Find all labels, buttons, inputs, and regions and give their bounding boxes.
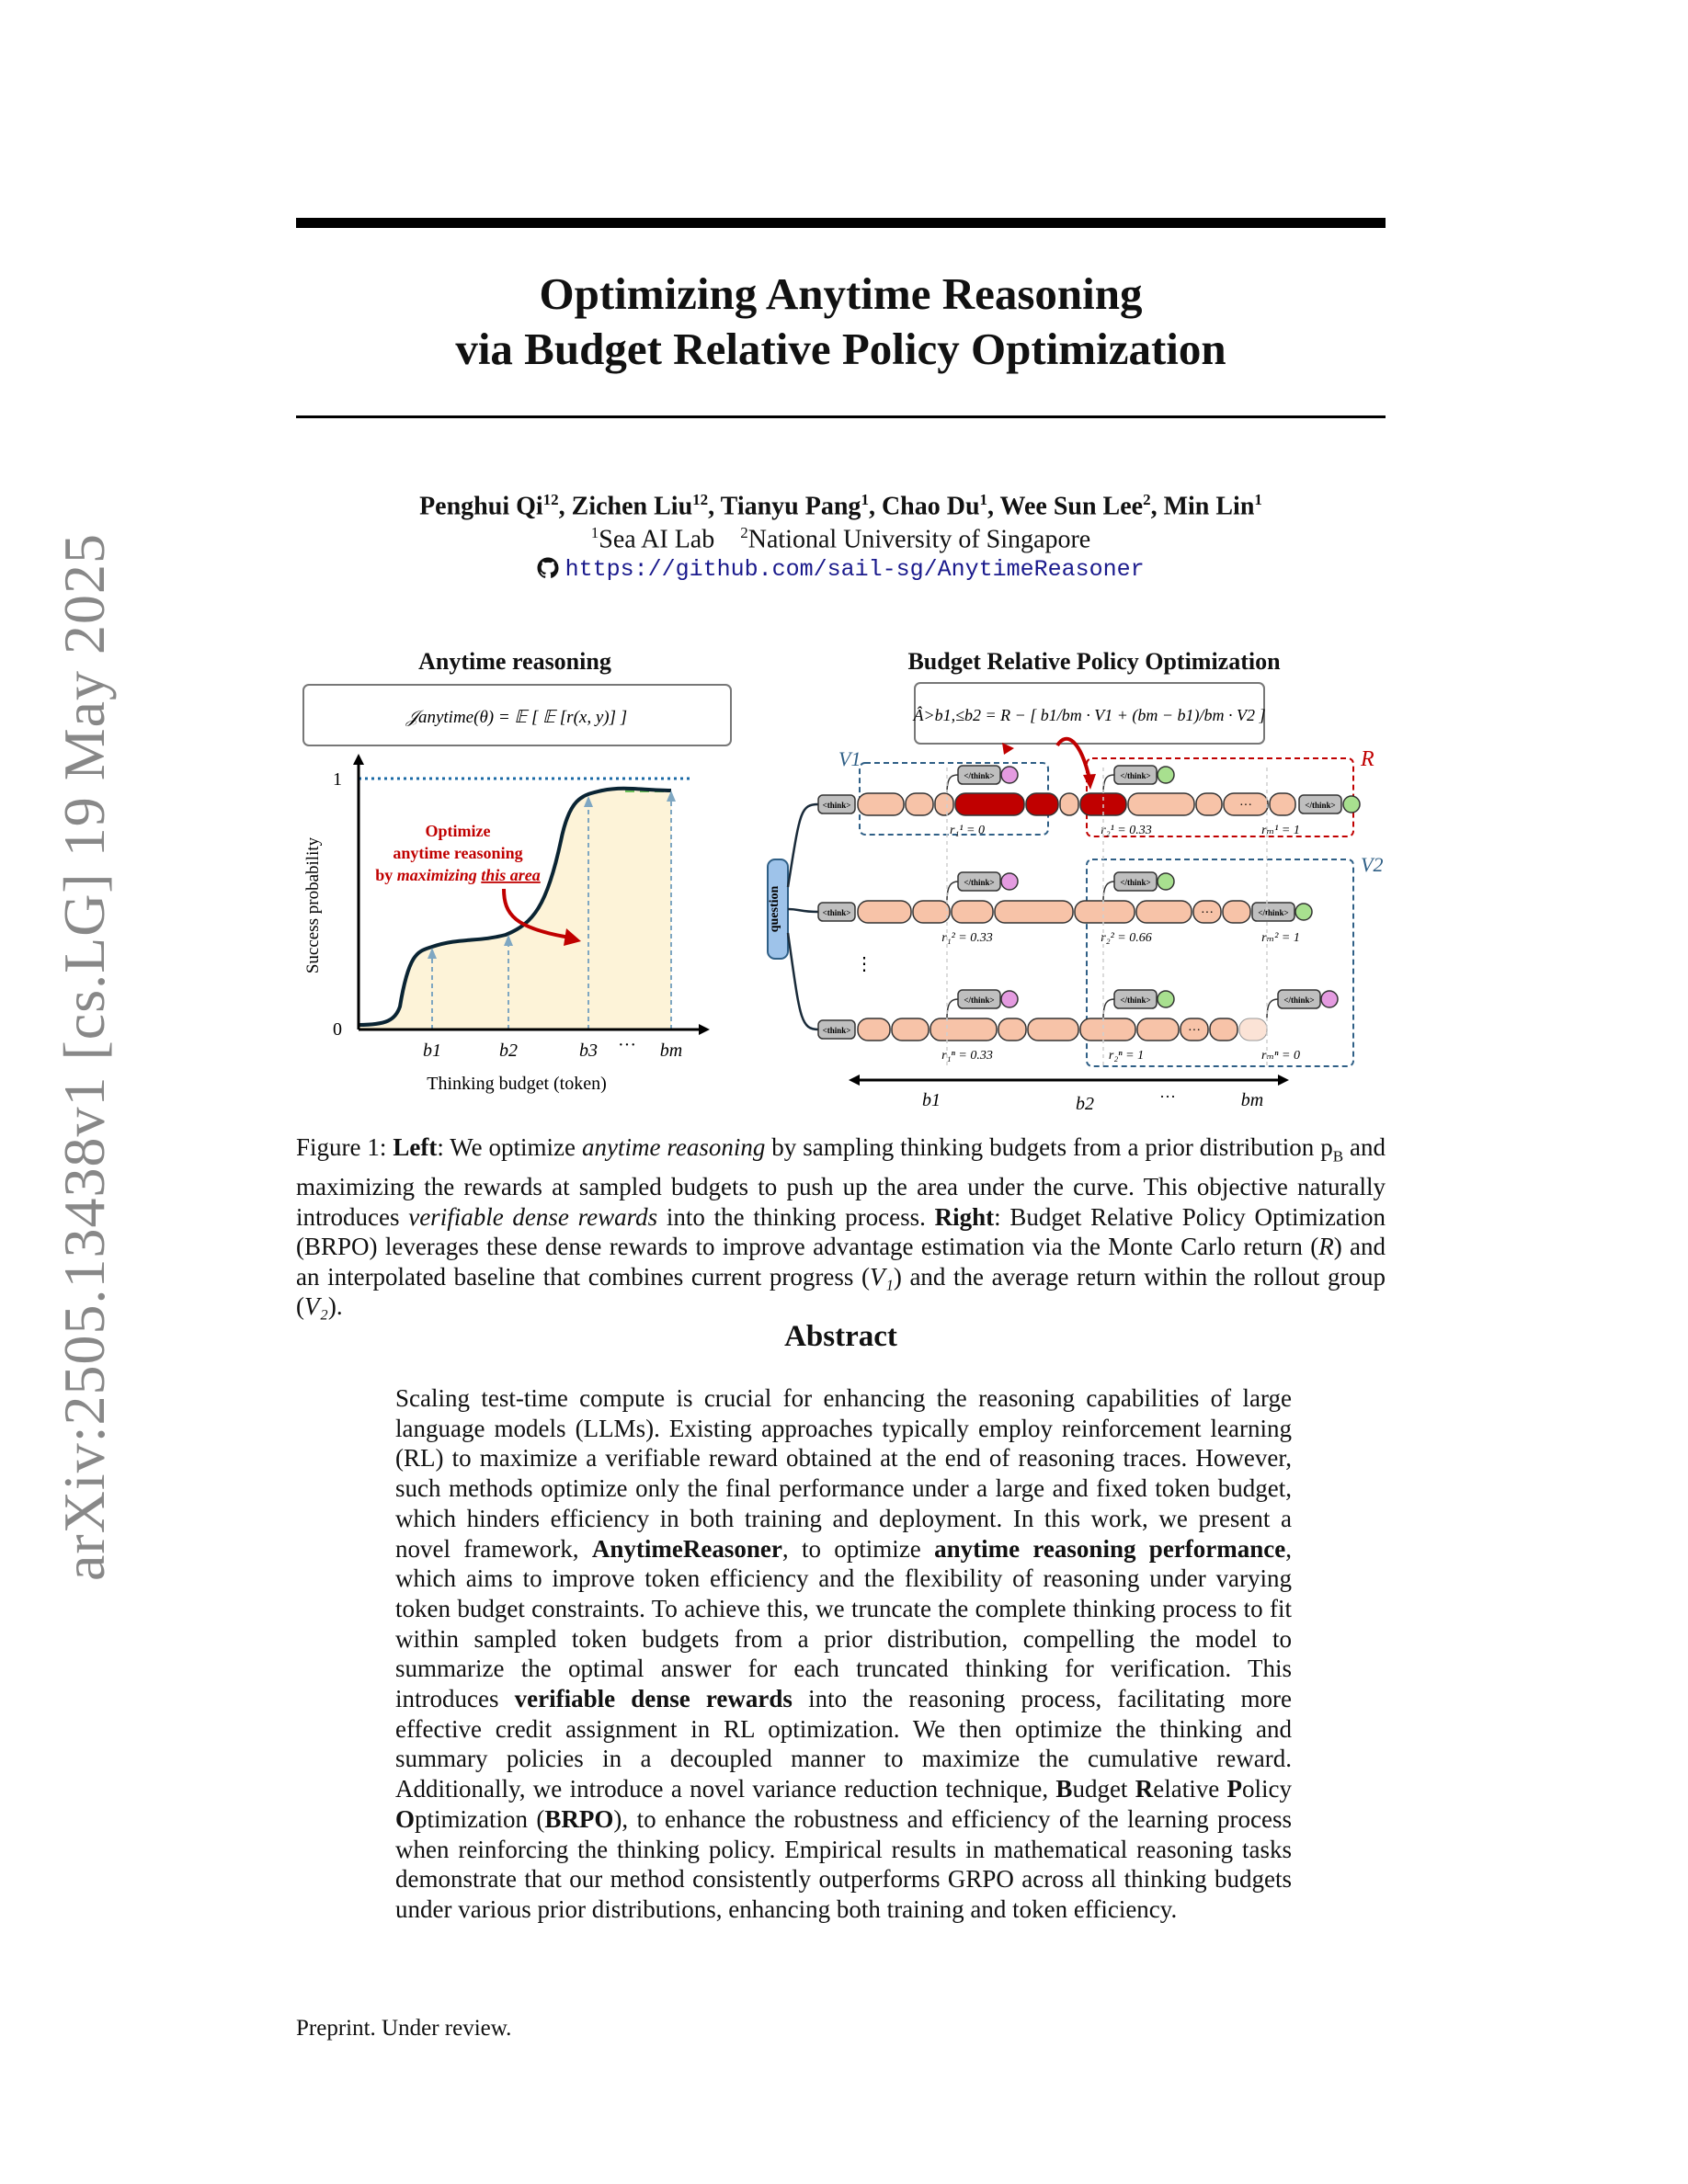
thinking-segment-highlighted <box>1026 793 1058 815</box>
thinking-segment <box>1137 1018 1179 1041</box>
close-think-tag-label: </think> <box>964 995 995 1005</box>
abstract-body <box>395 1383 1292 1925</box>
summary-branch <box>947 775 958 793</box>
reward-token <box>1001 873 1018 890</box>
budget-tick-label: ··· <box>1159 1087 1176 1106</box>
label-v2: V2 <box>1361 853 1384 876</box>
reward-token <box>1001 991 1018 1007</box>
think-tag-label: <think> <box>822 908 851 917</box>
x-tick-label: b2 <box>499 1041 518 1061</box>
author-sup: 2 <box>1143 491 1151 508</box>
author: Wee Sun Lee <box>999 492 1144 521</box>
caption-sub: B <box>1332 1147 1344 1166</box>
author-sup: 12 <box>692 491 709 508</box>
affil-sup: 1 <box>590 524 599 541</box>
reward-label: rₘ² = 1 <box>1261 931 1300 945</box>
abstract-emph: BRPO <box>544 1804 614 1833</box>
formula-arrowhead <box>1083 774 1096 790</box>
y-axis-label: Success probability <box>303 836 323 974</box>
reward-label: r₁² = 0.33 <box>941 931 993 945</box>
summary-branch <box>1267 999 1278 1018</box>
caption-text: : Budget Relative Policy Optimization (BRPO) leverages these dense rewards to improve advantage estimation via the Monte Carlo return ( <box>296 1202 1386 1261</box>
author: Min Lin <box>1163 492 1255 521</box>
author: Chao Du <box>881 492 980 521</box>
author: Zichen Liu <box>571 492 693 521</box>
thinking-segment <box>858 1018 890 1041</box>
caption-label: Figure 1: <box>296 1133 393 1161</box>
caption-emph: verifiable dense rewards <box>408 1202 658 1231</box>
abstract-text: olicy <box>1242 1775 1292 1803</box>
x-axis-label: Thinking budget (token) <box>427 1074 607 1094</box>
abstract-text: ptimization ( <box>415 1804 545 1833</box>
reward-token <box>1343 796 1360 813</box>
title-line-1: Optimizing Anytime Reasoning <box>539 268 1143 319</box>
y-tick-label: 0 <box>333 1019 342 1040</box>
annotation-line-2: anytime reasoning <box>393 844 523 862</box>
title-line-2: via Budget Relative Policy Optimization <box>455 324 1226 374</box>
summary-branch <box>1103 999 1114 1018</box>
author-sup: 12 <box>542 491 559 508</box>
abstract-emph: B <box>1055 1775 1073 1803</box>
reward-label: r₁ⁿ = 0.33 <box>941 1049 993 1063</box>
abstract-heading: Abstract <box>784 1320 897 1353</box>
thinking-segment <box>858 793 904 815</box>
caption-symbol: V₁ <box>869 1262 894 1291</box>
thinking-segment-highlighted <box>955 793 1024 815</box>
budget-tick-label: b1 <box>922 1090 941 1110</box>
affiliation: Sea AI Lab <box>599 525 715 554</box>
preprint-note: Preprint. Under review. <box>296 2016 512 2041</box>
close-think-tag-label: </think> <box>1120 878 1151 887</box>
reward-label: r₂ⁿ = 1 <box>1108 1049 1145 1063</box>
reward-token <box>1295 904 1312 920</box>
reward-label: r₁¹ = 0 <box>950 824 985 837</box>
thinking-segment <box>1270 793 1295 815</box>
caption-text: ) and an interpolated baseline that combines current progress ( <box>296 1233 1386 1291</box>
close-think-tag-label: </think> <box>1305 801 1336 810</box>
reward-token <box>1158 767 1174 783</box>
author: Penghui Qi <box>419 492 543 521</box>
thinking-segment <box>952 901 993 923</box>
author-sup: 1 <box>979 491 988 508</box>
thinking-segment <box>998 1018 1026 1041</box>
caption-left: Left <box>393 1133 438 1161</box>
thinking-segment <box>858 901 911 923</box>
github-icon <box>537 557 559 579</box>
abstract-text: udget <box>1072 1775 1135 1803</box>
budget-tick-label: bm <box>1240 1090 1264 1110</box>
figure-right-title: Budget Relative Policy Optimization <box>907 648 1281 675</box>
caption-text: : We optimize <box>437 1133 582 1161</box>
x-tick-label: b3 <box>579 1041 598 1061</box>
caption-emph: anytime reasoning <box>581 1133 766 1161</box>
summary-branch <box>947 999 958 1018</box>
think-tag-label: <think> <box>822 801 851 810</box>
caption-text: and maximizing the rewards at sampled budgets to push up the area under the curve. This objective naturally introduces <box>296 1133 1386 1231</box>
close-think-tag-label: </think> <box>1120 771 1151 780</box>
thinking-segment <box>1223 901 1250 923</box>
x-tick-label: ··· <box>618 1035 636 1055</box>
caption-symbol: V₂ <box>304 1292 328 1321</box>
budget-axis-arrow-right <box>1278 1075 1289 1086</box>
caption-text: into the thinking process. <box>657 1202 935 1231</box>
y-axis-arrow <box>353 754 364 765</box>
author: Tianyu Pang <box>720 492 861 521</box>
brpo-diagram <box>763 676 1397 1117</box>
abstract-text: into the reasoning process, facilitating more effective credit assignment in RL optimization. We then optimize the thinking and summary policies in a decoupled manner to maximize the cumulative reward. Additionally, we introduce a novel variance reduction technique, <box>395 1685 1292 1803</box>
thinking-segment <box>935 793 953 815</box>
reward-token <box>1321 991 1338 1007</box>
branch-line <box>788 909 818 912</box>
thinking-segment <box>1210 1018 1237 1041</box>
figure-left-title: Anytime reasoning <box>418 648 611 675</box>
thinking-segment <box>913 901 950 923</box>
thinking-segment <box>1196 793 1222 815</box>
think-tag-label: <think> <box>822 1026 851 1035</box>
thinking-segment <box>930 1018 997 1041</box>
thinking-segment <box>1080 1018 1135 1041</box>
budget-tick-label: b2 <box>1076 1094 1094 1114</box>
figure-caption <box>296 1132 1386 1322</box>
repo-link[interactable]: https://github.com/sail-sg/AnytimeReasoner <box>565 556 1145 583</box>
thinking-segment <box>1128 793 1194 815</box>
reward-token <box>1001 767 1018 783</box>
title-bottom-rule <box>296 415 1386 418</box>
thinking-segment <box>906 793 933 815</box>
author-list: Penghui Qi$^{12}$, Zichen Liu$^{12}$, Tianyu Pang$^1$, Chao Du$^1$, Wee Sun Lee$^2$, Min Lin$^1$ <box>419 491 1262 521</box>
caption-symbol: R <box>1318 1233 1334 1261</box>
thinking-segment-faded <box>1239 1018 1267 1041</box>
abstract-emph: anytime reasoning performance <box>934 1534 1286 1563</box>
thinking-segment <box>1075 901 1135 923</box>
caption-text: by sampling thinking budgets from a prior distribution p <box>765 1133 1333 1161</box>
abstract-text: ), to enhance the robustness and efficiency of the learning process when reinforcing the thinking policy. Empirical results in mathematical reasoning tasks demonstrate that our method consistently outperforms GRPO across all thinking budgets under various prior distributions, enhancing both training and token efficiency. <box>395 1804 1293 1923</box>
formula-arrow <box>1057 739 1089 779</box>
annotation-line-3: by maximizing this area <box>375 866 541 884</box>
affiliation: National University of Singapore <box>747 525 1091 554</box>
objective-formula: 𝒥anytime(θ) = 𝔼 [ 𝔼 [r(x, y)] ] <box>405 708 628 727</box>
abstract-emph: verifiable dense rewards <box>514 1685 793 1713</box>
segment-ellipsis: ··· <box>1188 1024 1201 1038</box>
reward-token <box>1158 873 1174 890</box>
caption-text: ). <box>327 1292 343 1321</box>
vertical-ellipsis: ⋮ <box>855 954 873 974</box>
reward-label: r₂¹ = 0.33 <box>1101 824 1152 837</box>
area-under-curve <box>359 789 671 1029</box>
branch-line <box>788 804 818 887</box>
abstract-text: , to optimize <box>781 1534 935 1563</box>
question-label: question <box>768 885 781 933</box>
arxiv-side-label: arXiv:2505.13438v1 [cs.LG] 19 May 2025 <box>51 532 117 1581</box>
abstract-emph: P <box>1226 1775 1242 1803</box>
thinking-segment <box>995 901 1073 923</box>
abstract-text: elative <box>1153 1775 1227 1803</box>
reward-label: rₘ¹ = 1 <box>1261 824 1300 837</box>
reward-label: r₂² = 0.66 <box>1101 931 1152 945</box>
title-top-rule <box>296 218 1386 228</box>
close-think-tag-label: </think> <box>964 771 995 780</box>
abstract-emph: R <box>1135 1775 1154 1803</box>
author-sup: 1 <box>861 491 869 508</box>
x-tick-label: bm <box>659 1041 683 1061</box>
abstract-emph: AnytimeReasoner <box>591 1534 782 1563</box>
repo-line <box>296 556 1386 583</box>
thinking-segment <box>892 1018 929 1041</box>
close-think-tag-label: </think> <box>964 878 995 887</box>
label-v1: V1 <box>838 747 861 770</box>
segment-ellipsis: ··· <box>1239 799 1252 813</box>
branch-line <box>788 933 818 1029</box>
reward-token <box>1158 991 1174 1007</box>
segment-ellipsis: ··· <box>1201 906 1214 920</box>
thinking-segment <box>1060 793 1078 815</box>
label-r: R <box>1361 747 1374 771</box>
advantage-formula: Â>b1,≤b2 = R − [ b1/bm · V1 + (bm − b1)/bm · V2 ] <box>913 706 1266 724</box>
thinking-segment <box>1136 901 1192 923</box>
budget-axis-arrow-left <box>849 1075 860 1086</box>
thinking-segment <box>1028 1018 1078 1041</box>
summary-branch <box>947 882 958 901</box>
author-sup: 1 <box>1254 491 1262 508</box>
anytime-chart <box>294 676 745 1108</box>
reward-label: rₘⁿ = 0 <box>1261 1049 1300 1063</box>
summary-branch <box>1103 882 1114 901</box>
close-think-tag-label: </think> <box>1258 908 1289 917</box>
close-think-tag-label: </think> <box>1283 995 1315 1005</box>
affil-sup: 2 <box>740 524 748 541</box>
abstract-text: Scaling test-time compute is crucial for enhancing the reasoning capabilities of large language models (LLMs). Existing approaches typically employ reinforcement learning (RL) to maximize a verifiable reward obtained at the end of reasoning traces. However, such methods optimize only the final performance under a large and fixed token budget, which hinders efficiency in both training and deployment. In this work, we present a novel framework, <box>395 1384 1292 1563</box>
x-axis-arrow <box>699 1024 710 1035</box>
y-tick-label: 1 <box>333 769 342 790</box>
x-tick-label: b1 <box>423 1041 441 1061</box>
caption-text: ) and the average return within the rollout group ( <box>296 1262 1386 1321</box>
summary-branch <box>1103 775 1114 793</box>
abstract-emph: O <box>395 1804 416 1833</box>
paper-title <box>296 267 1386 377</box>
affiliations <box>296 524 1386 554</box>
annotation-line-1: Optimize <box>425 822 491 840</box>
close-think-tag-label: </think> <box>1120 995 1151 1005</box>
caption-right: Right <box>934 1202 995 1231</box>
abstract-text: , which aims to improve token efficiency and the flexibility of reasoning under varying token budget constraints. To achieve this, we truncate the complete thinking process to fit within sampled token budgets from a prior distribution, compelling the model to summarize the optimal answer for each truncated thinking for verification. This introduces <box>395 1534 1292 1713</box>
